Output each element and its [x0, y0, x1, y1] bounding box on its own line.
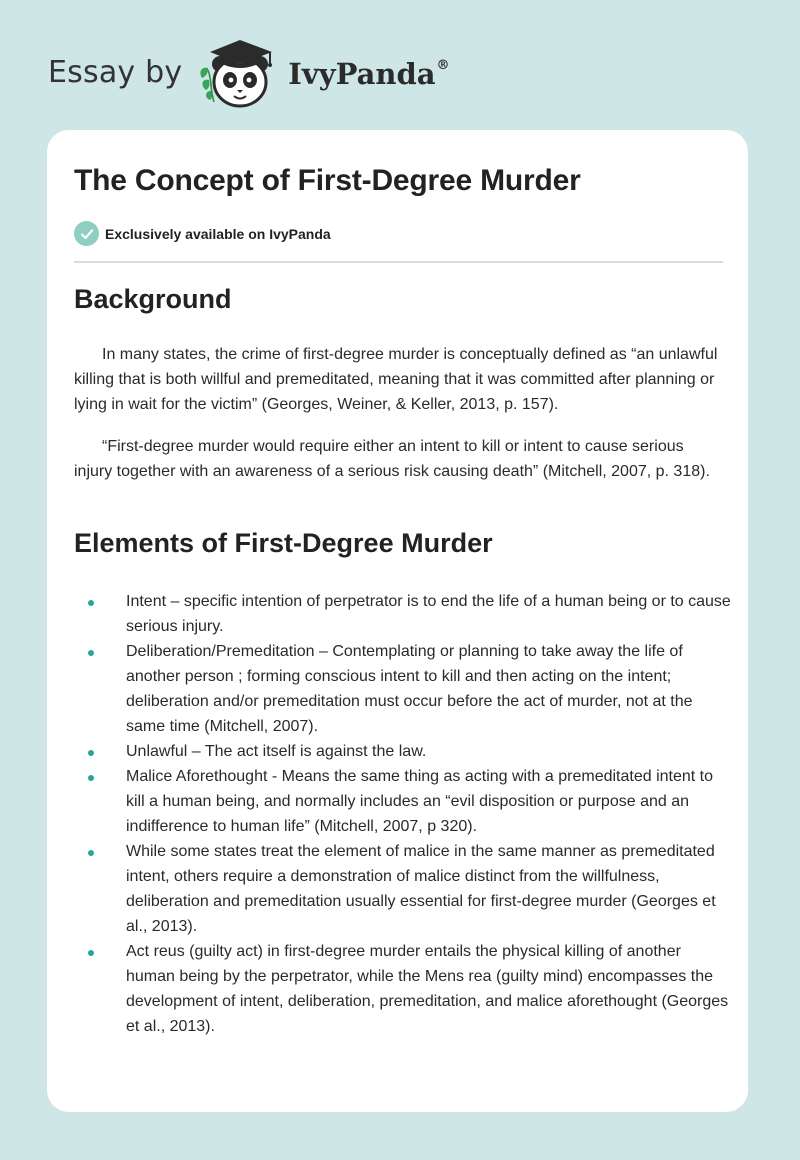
- list-item: Unlawful – The act itself is against the law.: [74, 739, 734, 764]
- essay-by-label: Essay by: [48, 54, 183, 90]
- paragraph: In many states, the crime of first-degree murder is conceptually defined as “an unlawful killing that is both willful and premeditated, meaning that it was committed after planning or lying in wait for the victim” (Georges, Weiner, & Keller, 2013, p. 157).: [74, 346, 718, 413]
- list-item: Malice Aforethought - Means the same thing as acting with a premeditated intent to kill a human being, and normally includes an “evil disposition or purpose and an indifference to human life” (Mitchell, 2007, p 320).: [74, 764, 734, 839]
- exclusive-badge-label: Exclusively available on IvyPanda: [105, 225, 331, 242]
- bullet-icon: [88, 850, 94, 856]
- list-item: Deliberation/Premeditation – Contemplating or planning to take away the life of another person ; forming conscious intent to kill and then acting on the intent; deliberation and/or premeditation must occur before the act of murder, not at the same time (Mitchell, 2007).: [74, 639, 734, 739]
- exclusive-badge: [74, 221, 331, 246]
- divider: [74, 261, 723, 263]
- section-heading-background: Background: [74, 284, 232, 314]
- list-item: While some states treat the element of malice in the same manner as premeditated intent, others require a demonstration of malice distinct from the willfulness, deliberation and premeditation usually essential for first-degree murder (Georges et al., 2013).: [74, 839, 734, 939]
- bullet-icon: [88, 775, 94, 781]
- list-item: Act reus (guilty act) in first-degree murder entails the physical killing of another human being by the perpetrator, while the Mens rea (guilty mind) encompasses the development of intent, deliberation, premeditation, and malice aforethought (Georges et al., 2013).: [74, 939, 734, 1039]
- bullet-icon: [88, 750, 94, 756]
- list-item: Intent – specific intention of perpetrator is to end the life of a human being or to cause serious injury.: [74, 589, 734, 639]
- brand-name[interactable]: IvyPanda®: [288, 57, 450, 91]
- paragraph: “First-degree murder would require either an intent to kill or intent to cause serious injury together with an awareness of a serious risk causing death” (Mitchell, 2007, p. 318).: [74, 438, 710, 480]
- bullet-icon: [88, 950, 94, 956]
- check-icon: [74, 221, 99, 246]
- ivypanda-logo-icon[interactable]: [196, 34, 282, 110]
- article-title: The Concept of First-Degree Murder: [74, 164, 581, 197]
- site-header: [48, 34, 450, 110]
- registered-mark: ®: [436, 58, 450, 74]
- article-card: [47, 130, 748, 1112]
- bullet-icon: [88, 600, 94, 606]
- elements-list: [74, 589, 734, 1039]
- bullet-icon: [88, 650, 94, 656]
- section-heading-elements: Elements of First-Degree Murder: [74, 528, 493, 558]
